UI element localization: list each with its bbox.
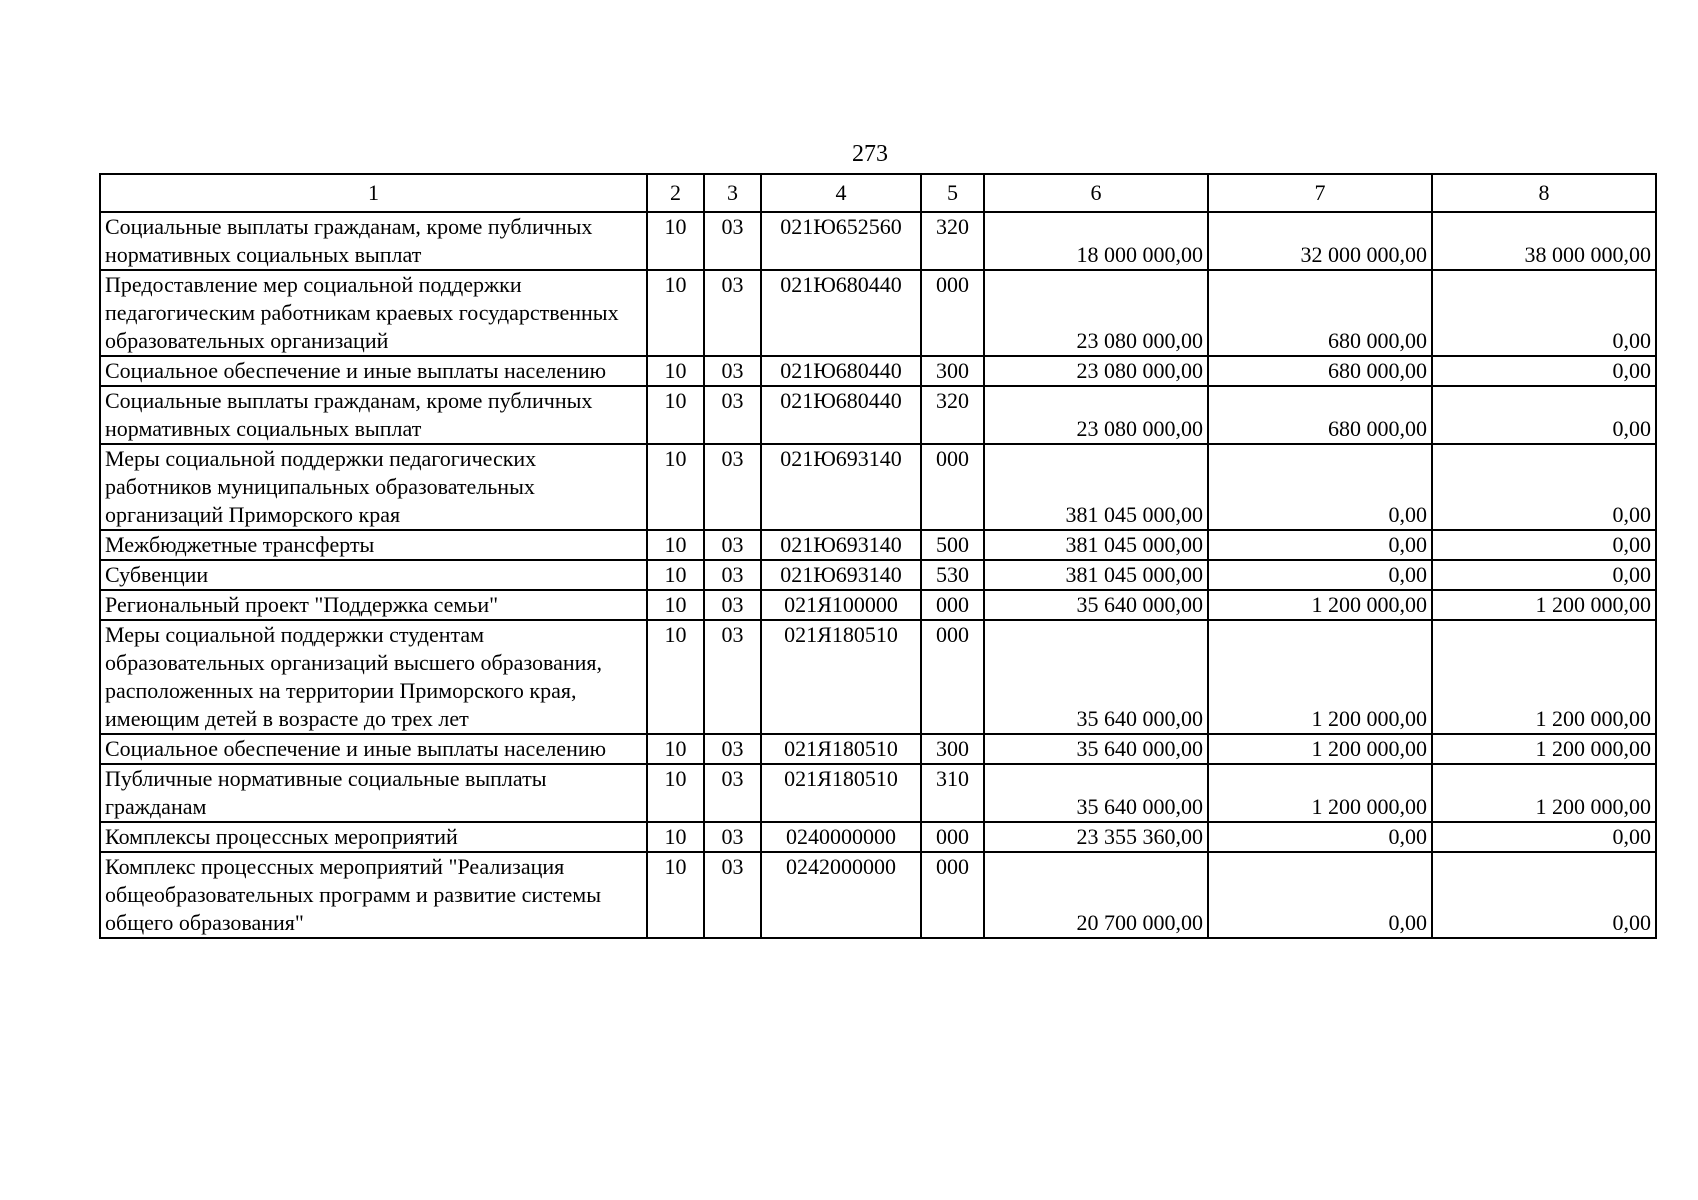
row-amount-col6: 18 000 000,00 — [984, 212, 1208, 270]
row-amount-col6: 23 080 000,00 — [984, 270, 1208, 356]
row-target-article: 021Ю680440 — [761, 386, 921, 444]
page-number: 273 — [852, 141, 888, 167]
row-expense-type: 300 — [921, 356, 984, 386]
row-expense-type: 500 — [921, 530, 984, 560]
row-amount-col8: 1 200 000,00 — [1432, 764, 1656, 822]
row-name: Субвенции — [100, 560, 647, 590]
row-amount-col6: 20 700 000,00 — [984, 852, 1208, 938]
header-cell-5: 5 — [921, 174, 984, 212]
table-row — [100, 620, 1656, 734]
row-amount-col6: 381 045 000,00 — [984, 444, 1208, 530]
header-cell-6: 6 — [984, 174, 1208, 212]
row-expense-type: 000 — [921, 444, 984, 530]
row-section: 10 — [647, 386, 704, 444]
row-expense-type: 000 — [921, 822, 984, 852]
row-target-article: 021Ю680440 — [761, 270, 921, 356]
row-target-article: 021Я180510 — [761, 734, 921, 764]
row-amount-col6: 35 640 000,00 — [984, 620, 1208, 734]
row-amount-col7: 0,00 — [1208, 444, 1432, 530]
row-subsection: 03 — [704, 530, 761, 560]
row-amount-col7: 0,00 — [1208, 822, 1432, 852]
row-amount-col8: 0,00 — [1432, 444, 1656, 530]
row-amount-col6: 23 080 000,00 — [984, 356, 1208, 386]
row-target-article: 021Я180510 — [761, 620, 921, 734]
row-expense-type: 000 — [921, 590, 984, 620]
row-amount-col6: 23 080 000,00 — [984, 386, 1208, 444]
row-expense-type: 300 — [921, 734, 984, 764]
header-cell-1: 1 — [100, 174, 647, 212]
header-cell-2: 2 — [647, 174, 704, 212]
row-target-article: 021Я180510 — [761, 764, 921, 822]
row-section: 10 — [647, 852, 704, 938]
row-name: Социальные выплаты гражданам, кроме публичных нормативных социальных выплат — [100, 212, 647, 270]
row-amount-col6: 35 640 000,00 — [984, 734, 1208, 764]
row-target-article: 021Ю693140 — [761, 560, 921, 590]
row-target-article: 0242000000 — [761, 852, 921, 938]
row-name: Меры социальной поддержки студентам образовательных организаций высшего образования, расположенных на территории Приморского края, имеющим детей в возрасте до трех лет — [100, 620, 647, 734]
row-expense-type: 000 — [921, 852, 984, 938]
row-section: 10 — [647, 560, 704, 590]
row-expense-type: 530 — [921, 560, 984, 590]
row-name: Комплекс процессных мероприятий "Реализация общеобразовательных программ и развитие системы общего образования" — [100, 852, 647, 938]
table-row — [100, 356, 1656, 386]
table-row — [100, 590, 1656, 620]
row-amount-col6: 381 045 000,00 — [984, 530, 1208, 560]
row-amount-col7: 1 200 000,00 — [1208, 764, 1432, 822]
budget-table — [99, 173, 1657, 939]
row-amount-col8: 0,00 — [1432, 386, 1656, 444]
row-amount-col6: 23 355 360,00 — [984, 822, 1208, 852]
row-section: 10 — [647, 764, 704, 822]
row-subsection: 03 — [704, 764, 761, 822]
row-amount-col8: 1 200 000,00 — [1432, 620, 1656, 734]
row-name: Социальное обеспечение и иные выплаты населению — [100, 734, 647, 764]
row-section: 10 — [647, 356, 704, 386]
row-section: 10 — [647, 212, 704, 270]
row-amount-col7: 680 000,00 — [1208, 386, 1432, 444]
row-amount-col8: 0,00 — [1432, 356, 1656, 386]
table-row — [100, 822, 1656, 852]
table-row — [100, 530, 1656, 560]
row-amount-col7: 1 200 000,00 — [1208, 620, 1432, 734]
row-amount-col7: 1 200 000,00 — [1208, 734, 1432, 764]
row-target-article: 021Ю693140 — [761, 530, 921, 560]
row-amount-col8: 0,00 — [1432, 270, 1656, 356]
row-target-article: 021Ю680440 — [761, 356, 921, 386]
row-expense-type: 320 — [921, 386, 984, 444]
row-amount-col8: 0,00 — [1432, 822, 1656, 852]
row-amount-col7: 680 000,00 — [1208, 356, 1432, 386]
row-amount-col8: 0,00 — [1432, 560, 1656, 590]
row-subsection: 03 — [704, 444, 761, 530]
table-row — [100, 852, 1656, 938]
row-name: Меры социальной поддержки педагогических работников муниципальных образовательных организаций Приморского края — [100, 444, 647, 530]
table-row — [100, 734, 1656, 764]
row-subsection: 03 — [704, 356, 761, 386]
row-amount-col6: 35 640 000,00 — [984, 764, 1208, 822]
table-row — [100, 386, 1656, 444]
row-section: 10 — [647, 444, 704, 530]
row-subsection: 03 — [704, 212, 761, 270]
row-amount-col7: 0,00 — [1208, 852, 1432, 938]
row-amount-col8: 1 200 000,00 — [1432, 590, 1656, 620]
row-amount-col8: 0,00 — [1432, 852, 1656, 938]
row-expense-type: 000 — [921, 270, 984, 356]
row-target-article: 021Я100000 — [761, 590, 921, 620]
row-name: Публичные нормативные социальные выплаты гражданам — [100, 764, 647, 822]
row-subsection: 03 — [704, 560, 761, 590]
row-section: 10 — [647, 530, 704, 560]
row-subsection: 03 — [704, 620, 761, 734]
row-amount-col6: 35 640 000,00 — [984, 590, 1208, 620]
header-row — [100, 174, 1656, 212]
row-amount-col7: 1 200 000,00 — [1208, 590, 1432, 620]
row-subsection: 03 — [704, 734, 761, 764]
row-target-article: 021Ю693140 — [761, 444, 921, 530]
table-row — [100, 444, 1656, 530]
table-row — [100, 764, 1656, 822]
row-name: Социальное обеспечение и иные выплаты населению — [100, 356, 647, 386]
row-subsection: 03 — [704, 590, 761, 620]
row-section: 10 — [647, 734, 704, 764]
row-amount-col7: 32 000 000,00 — [1208, 212, 1432, 270]
row-amount-col8: 1 200 000,00 — [1432, 734, 1656, 764]
row-section: 10 — [647, 620, 704, 734]
row-subsection: 03 — [704, 822, 761, 852]
row-name: Предоставление мер социальной поддержки педагогическим работникам краевых государственных образовательных организаций — [100, 270, 647, 356]
table-row — [100, 212, 1656, 270]
row-expense-type: 310 — [921, 764, 984, 822]
row-section: 10 — [647, 590, 704, 620]
row-subsection: 03 — [704, 386, 761, 444]
header-cell-8: 8 — [1432, 174, 1656, 212]
row-amount-col7: 680 000,00 — [1208, 270, 1432, 356]
row-amount-col7: 0,00 — [1208, 530, 1432, 560]
row-amount-col7: 0,00 — [1208, 560, 1432, 590]
row-amount-col6: 381 045 000,00 — [984, 560, 1208, 590]
row-section: 10 — [647, 822, 704, 852]
row-target-article: 0240000000 — [761, 822, 921, 852]
row-expense-type: 000 — [921, 620, 984, 734]
header-cell-4: 4 — [761, 174, 921, 212]
row-name: Региональный проект "Поддержка семьи" — [100, 590, 647, 620]
row-amount-col8: 0,00 — [1432, 530, 1656, 560]
row-target-article: 021Ю652560 — [761, 212, 921, 270]
row-name: Социальные выплаты гражданам, кроме публичных нормативных социальных выплат — [100, 386, 647, 444]
header-cell-7: 7 — [1208, 174, 1432, 212]
row-amount-col8: 38 000 000,00 — [1432, 212, 1656, 270]
row-name: Комплексы процессных мероприятий — [100, 822, 647, 852]
row-subsection: 03 — [704, 270, 761, 356]
table-row — [100, 270, 1656, 356]
row-subsection: 03 — [704, 852, 761, 938]
row-name: Межбюджетные трансферты — [100, 530, 647, 560]
row-expense-type: 320 — [921, 212, 984, 270]
table-row — [100, 560, 1656, 590]
row-section: 10 — [647, 270, 704, 356]
header-cell-3: 3 — [704, 174, 761, 212]
